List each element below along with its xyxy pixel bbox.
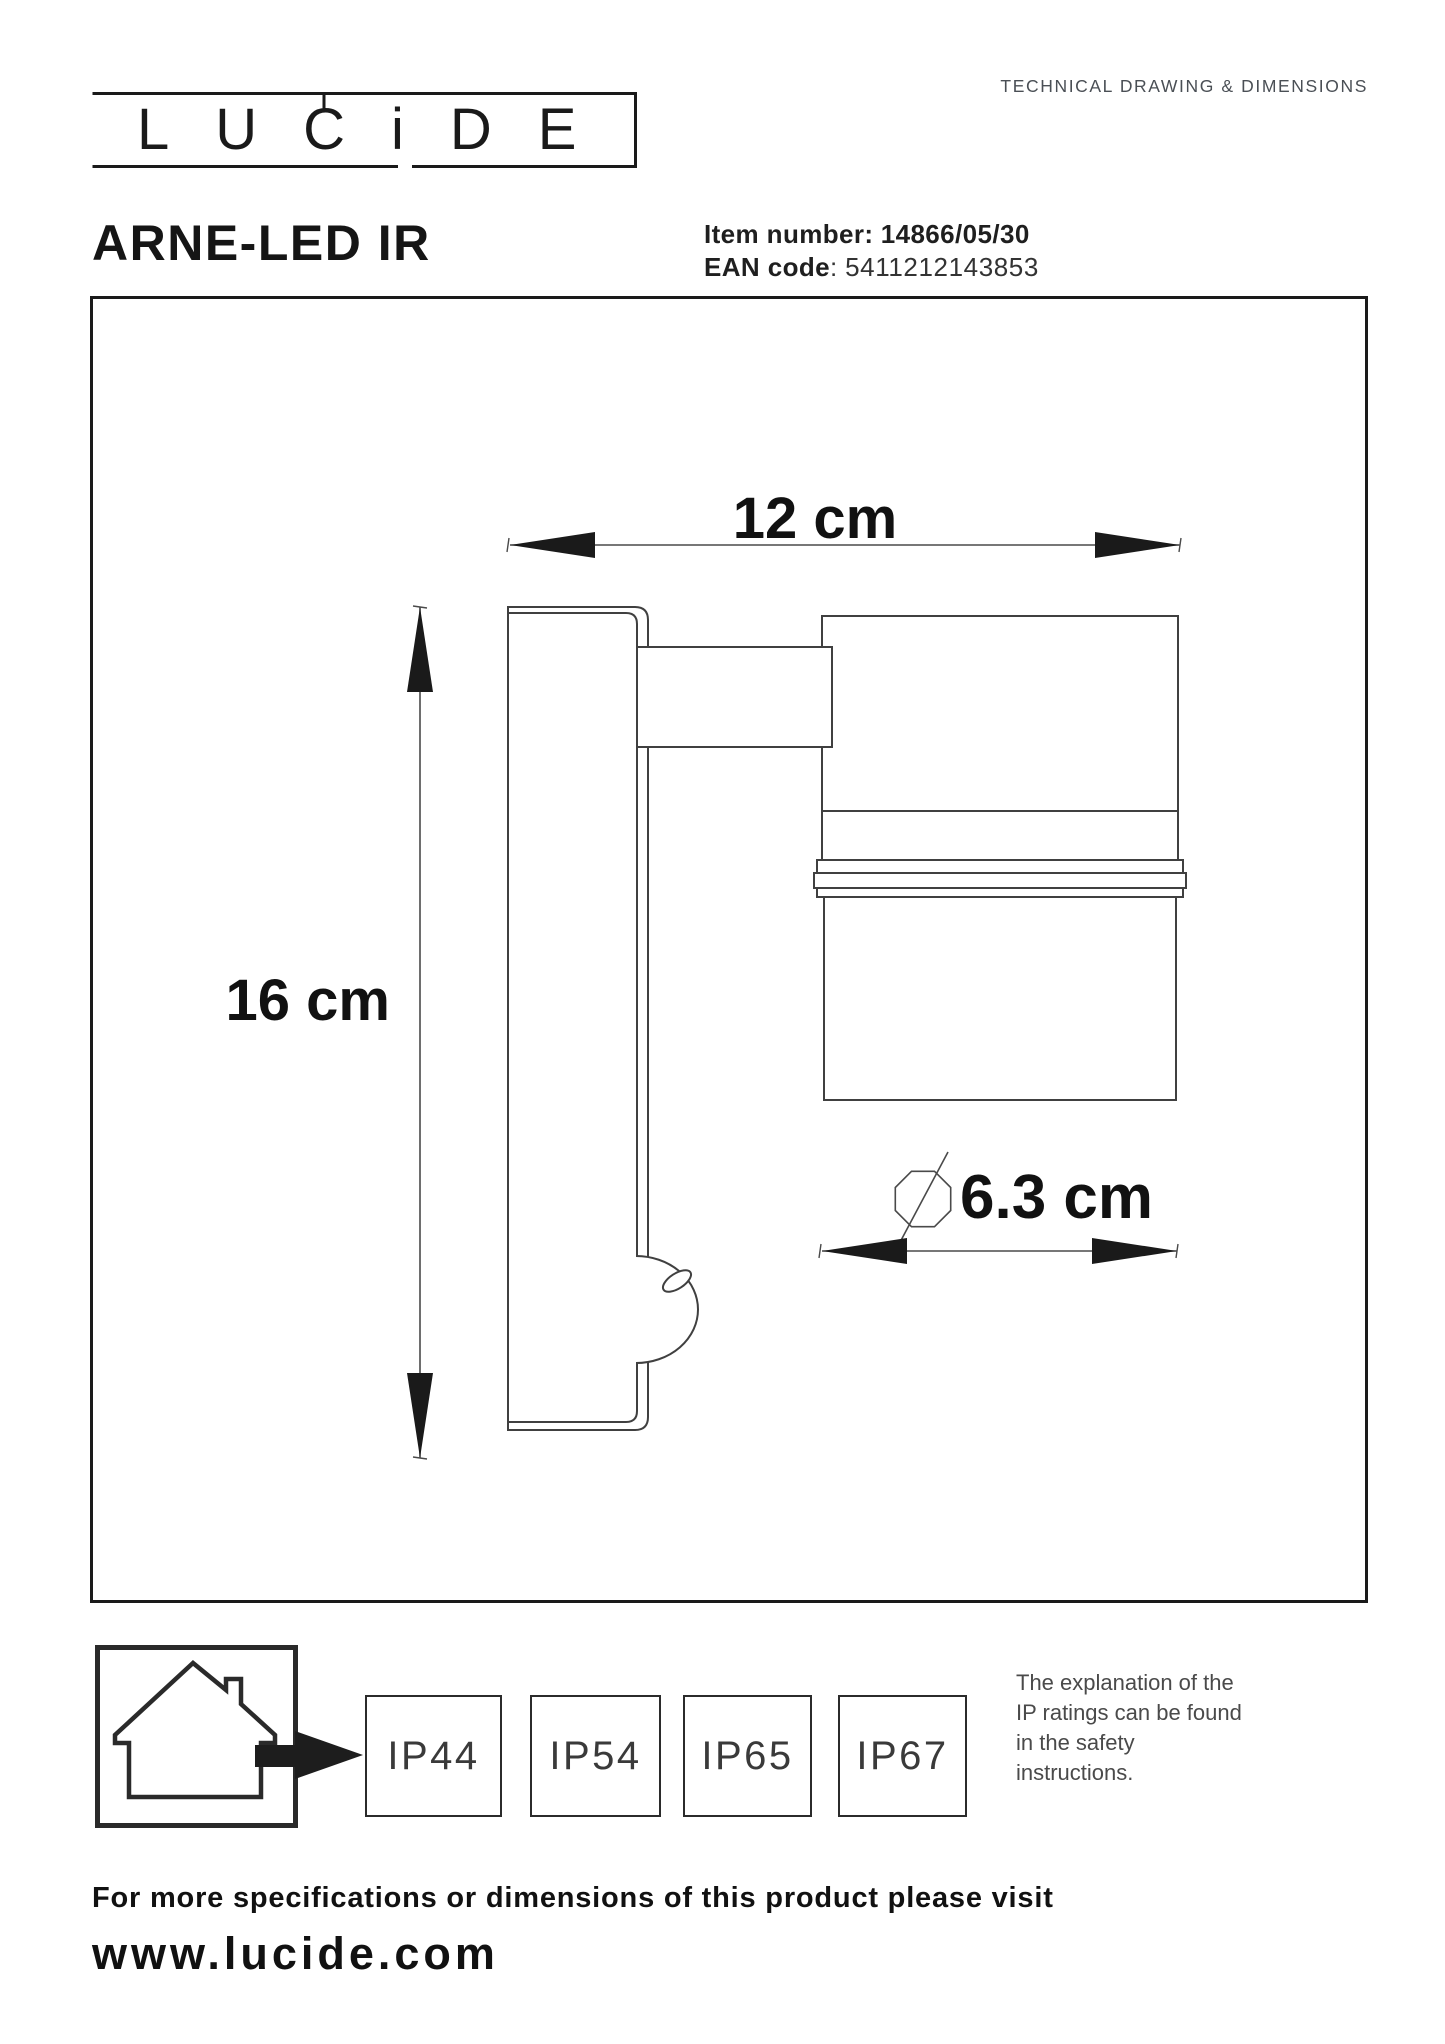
ip-note-line: instructions. <box>1016 1760 1134 1785</box>
lamp-head-upper-section <box>822 616 1178 811</box>
diameter-dimension <box>819 1152 1178 1264</box>
product-identifiers <box>704 218 1039 284</box>
lamp-head-ring-1 <box>817 860 1183 873</box>
logo-letters: LUCiDE <box>137 97 623 162</box>
ip-rating-label: IP54 <box>549 1733 642 1778</box>
ip-rating-badge-ip65 <box>683 1695 812 1817</box>
ip-note-line: The explanation of the <box>1016 1670 1234 1695</box>
ean-line <box>704 251 1039 284</box>
diameter-icon <box>895 1152 950 1246</box>
width-arrow-left-icon <box>510 532 595 558</box>
ip-note-line: IP ratings can be found <box>1016 1700 1242 1725</box>
ean-value: 5411212143853 <box>845 252 1039 282</box>
ip-rating-label: IP44 <box>387 1733 480 1778</box>
ip-note <box>1016 1668 1242 1788</box>
ip-rating-label: IP65 <box>701 1733 794 1778</box>
diameter-arrow-right-icon <box>1092 1238 1177 1264</box>
lamp-head-ring-3 <box>817 888 1183 897</box>
lucide-logo <box>91 92 637 168</box>
wall-plate <box>508 607 648 1430</box>
width-arrow-right-icon <box>1095 532 1180 558</box>
motion-sensor <box>636 1256 698 1363</box>
product-name: ARNE-LED IR <box>92 215 431 271</box>
height-dimension <box>226 606 433 1459</box>
width-dimension <box>507 486 1181 558</box>
house-outline <box>115 1663 275 1797</box>
mounting-arm <box>637 647 832 747</box>
lamp-head-band <box>822 811 1178 862</box>
technical-drawing <box>90 296 1368 1603</box>
outdoor-house-icon <box>95 1645 370 1835</box>
arrow-head <box>295 1731 363 1779</box>
ean-label: EAN code <box>704 252 831 282</box>
diameter-dimension-label: 6.3 cm <box>960 1163 1154 1232</box>
width-tick-right <box>1179 538 1181 552</box>
ean-separator: : <box>830 252 838 282</box>
diameter-tick-right <box>1176 1244 1178 1258</box>
height-arrow-top-icon <box>407 607 433 692</box>
ip-rating-badge-ip44 <box>365 1695 502 1817</box>
width-tick-left <box>507 538 509 552</box>
item-number-line <box>704 218 1039 251</box>
diameter-arrow-left-icon <box>822 1238 907 1264</box>
diameter-tick-left <box>819 1244 821 1258</box>
lamp-head <box>814 616 1186 1100</box>
lamp-head-ring-2 <box>814 873 1186 888</box>
diameter-slash <box>898 1152 948 1246</box>
width-dimension-label: 12 cm <box>732 486 898 551</box>
ip-note-line: in the safety <box>1016 1730 1135 1755</box>
wall-plate-outer <box>508 607 648 1430</box>
ip-rating-label: IP67 <box>856 1733 949 1778</box>
ip-rating-badge-ip67 <box>838 1695 967 1817</box>
height-tick-top <box>413 606 427 608</box>
item-number-label: Item number: <box>704 219 874 249</box>
height-tick-bottom <box>413 1457 427 1459</box>
footer-note: For more specifications or dimensions of this product please visit <box>92 1882 1054 1914</box>
height-arrow-bottom-icon <box>407 1373 433 1458</box>
website-url: www.lucide.com <box>92 1928 499 1979</box>
ip-rating-badge-ip54 <box>530 1695 661 1817</box>
document-type-label: TECHNICAL DRAWING & DIMENSIONS <box>1000 76 1368 96</box>
item-number-value: 14866/05/30 <box>880 219 1030 249</box>
height-dimension-label: 16 cm <box>225 968 390 1033</box>
arrow-tail <box>255 1745 301 1767</box>
arrow-out-icon <box>255 1731 363 1779</box>
lamp-head-lower-section <box>824 897 1176 1100</box>
